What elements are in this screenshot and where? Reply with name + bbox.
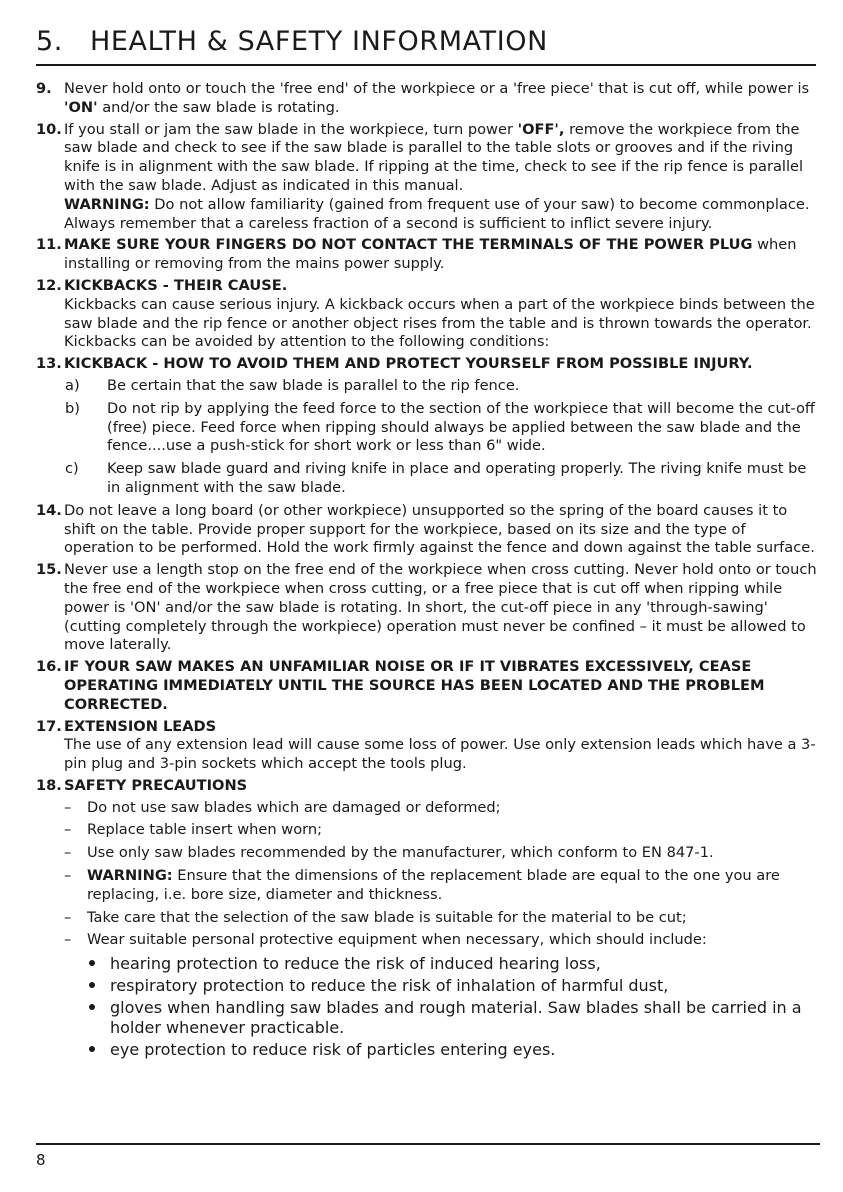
page-title [36, 24, 816, 66]
bullet-text: eye protection to reduce risk of particles entering eyes. [110, 1040, 556, 1060]
warning-label: WARNING: [64, 195, 150, 213]
list-item-11 [36, 236, 818, 274]
sub-item-text: Be certain that the saw blade is parallel to the rip fence. [107, 376, 520, 394]
bullet-text: hearing protection to reduce the risk of induced hearing loss, [110, 954, 601, 974]
item-heading: EXTENSION LEADS [64, 717, 217, 735]
item-text-bold: IF YOUR SAW MAKES AN UNFAMILIAR NOISE OR IF IT VIBRATES EXCESSIVELY, CEASE OPERATING IMMEDIATELY UNTIL THE SOURCE HAS BEEN LOCATED AND THE PROBLEM CORRECTED. [64, 658, 765, 713]
dash-marker: – [64, 867, 72, 885]
warning-label: WARNING: [87, 867, 173, 885]
dash-item-text: Wear suitable personal protective equipment when necessary, which should include: [87, 931, 707, 949]
item-number: 16. [36, 658, 62, 676]
item-text-bold: 'ON' [64, 98, 98, 116]
sub-item-b [64, 400, 818, 456]
bullet-icon [89, 1004, 95, 1010]
footer-divider [36, 1143, 820, 1145]
sub-item-c [64, 460, 818, 498]
item-number: 10. [36, 120, 62, 138]
item-text-bold: MAKE SURE YOUR FINGERS DO NOT CONTACT THE TERMINALS OF THE POWER PLUG [64, 236, 753, 254]
dash-item [64, 821, 818, 840]
dash-item-text: Use only saw blades recommended by the manufacturer, which conform to EN 847-1. [87, 844, 714, 862]
item-number: 15. [36, 561, 62, 579]
item-heading: SAFETY PRECAUTIONS [64, 776, 248, 794]
dash-item [64, 931, 818, 950]
dash-item [64, 844, 818, 863]
item-number: 12. [36, 276, 62, 294]
list-item-13 [36, 355, 818, 374]
sub-item-a [64, 377, 818, 396]
list-item-16 [36, 658, 818, 714]
bullet-item [64, 976, 818, 996]
item-heading: KICKBACK - HOW TO AVOID THEM AND PROTECT YOURSELF FROM POSSIBLE INJURY. [64, 355, 753, 373]
dash-item-text: Replace table insert when worn; [87, 821, 323, 839]
item-text: The use of any extension lead will cause some loss of power. Use only extension leads which have a 3-pin plug and 3-pin sockets which accept the tools plug. [64, 736, 816, 773]
section-number: 5. [36, 26, 63, 57]
item-text: Do not leave a long board (or other workpiece) unsupported so the spring of the board causes it to shift on the table. Provide proper support for the workpiece, based on its size and the type of operation to be performed. Hold the work firmly against the fence and down against the table surface. [64, 501, 815, 557]
bullet-item [64, 1040, 818, 1060]
item-text: Never use a length stop on the free end of the workpiece when cross cutting. Never hold onto or touch the free end of the workpiece when cross cutting, or a free piece that is cut off when ripping while power is 'ON' and/or the saw blade is rotating. In short, the cut-off piece in any 'through-sawing' (cutting completely through the workpiece) operation must never be confined – it must be allowed to move laterally. [64, 561, 817, 654]
warning-text: Do not allow familiarity (gained from frequent use of your saw) to become commonplace. Always remember that a careless fraction of a second is sufficient to inflict severe injury. [64, 195, 810, 232]
dash-marker: – [64, 821, 72, 839]
page-number: 8 [36, 1151, 46, 1169]
dash-item-text: Take care that the selection of the saw blade is suitable for the material to be cut; [87, 908, 687, 926]
list-item-12 [36, 277, 818, 352]
sub-item-text: Do not rip by applying the feed force to the section of the workpiece that will become the cut-off (free) piece. Feed force when ripping should always be applied between the saw blade and the fence....use a push-stick for short work or less than 6" wide. [107, 399, 815, 455]
sub-item-text: Keep saw blade guard and riving knife in place and operating properly. The riving knife must be in alignment with the saw blade. [107, 460, 807, 496]
dash-item [64, 799, 818, 818]
dash-marker: – [64, 931, 72, 949]
sub-item-label: b) [65, 399, 80, 417]
bullet-icon [89, 982, 95, 988]
item-number: 9. [36, 80, 52, 97]
item-heading: KICKBACKS - THEIR CAUSE. [64, 276, 288, 294]
item-number: 11. [36, 236, 62, 254]
dash-item-text: Ensure that the dimensions of the replacement blade are equal to the one you are replacing, i.e. bore size, diameter and thickness. [87, 867, 780, 903]
item-text-bold: 'OFF', [517, 120, 565, 138]
item-text: If you stall or jam the saw blade in the workpiece, turn power [64, 120, 518, 138]
dash-marker: – [64, 798, 72, 816]
item-text: when installing or removing from the mains power supply. [64, 236, 797, 273]
safety-list [36, 80, 818, 1063]
list-item-14 [36, 502, 818, 558]
dash-item [64, 909, 818, 928]
list-item-9 [36, 80, 818, 118]
dash-item [64, 867, 818, 905]
list-item-15 [36, 561, 818, 655]
bullet-icon [89, 1046, 95, 1052]
item-text: Kickbacks can cause serious injury. A kickback occurs when a part of the workpiece binds between the saw blade and the rip fence or another object rises from the table and is thrown towards the operator. Kickbacks can be avoided by attention to the following conditions: [64, 295, 815, 351]
item-number: 18. [36, 776, 62, 794]
list-item-10 [36, 121, 818, 234]
item-number: 14. [36, 501, 62, 519]
bullet-item [64, 998, 818, 1038]
bullet-item [64, 954, 818, 974]
item-number: 13. [36, 355, 62, 373]
item-text: Never hold onto or touch the 'free end' of the workpiece or a 'free piece' that is cut off, while power is [64, 80, 810, 97]
dash-marker: – [64, 908, 72, 926]
sub-item-label: a) [65, 376, 80, 394]
section-title: HEALTH & SAFETY INFORMATION [90, 26, 548, 57]
bullet-text: gloves when handling saw blades and rough material. Saw blades shall be carried in a holder whenever practicable. [110, 998, 802, 1038]
sub-item-label: c) [65, 460, 79, 478]
list-item-18 [36, 777, 818, 1060]
item-text: remove the workpiece from the saw blade and check to see if the saw blade is parallel to the table slots or grooves and if the riving knife is in alignment with the saw blade. If ripping at the time, check to see if the rip fence is parallel with the saw blade. Adjust as indicated in this manual. [64, 120, 804, 194]
bullet-text: respiratory protection to reduce the risk of inhalation of harmful dust, [110, 976, 669, 996]
dash-marker: – [64, 844, 72, 862]
list-item-17 [36, 718, 818, 774]
dash-item-text: Do not use saw blades which are damaged or deformed; [87, 798, 501, 816]
item-number: 17. [36, 717, 62, 735]
bullet-icon [89, 960, 95, 966]
item-text: and/or the saw blade is rotating. [97, 98, 340, 116]
